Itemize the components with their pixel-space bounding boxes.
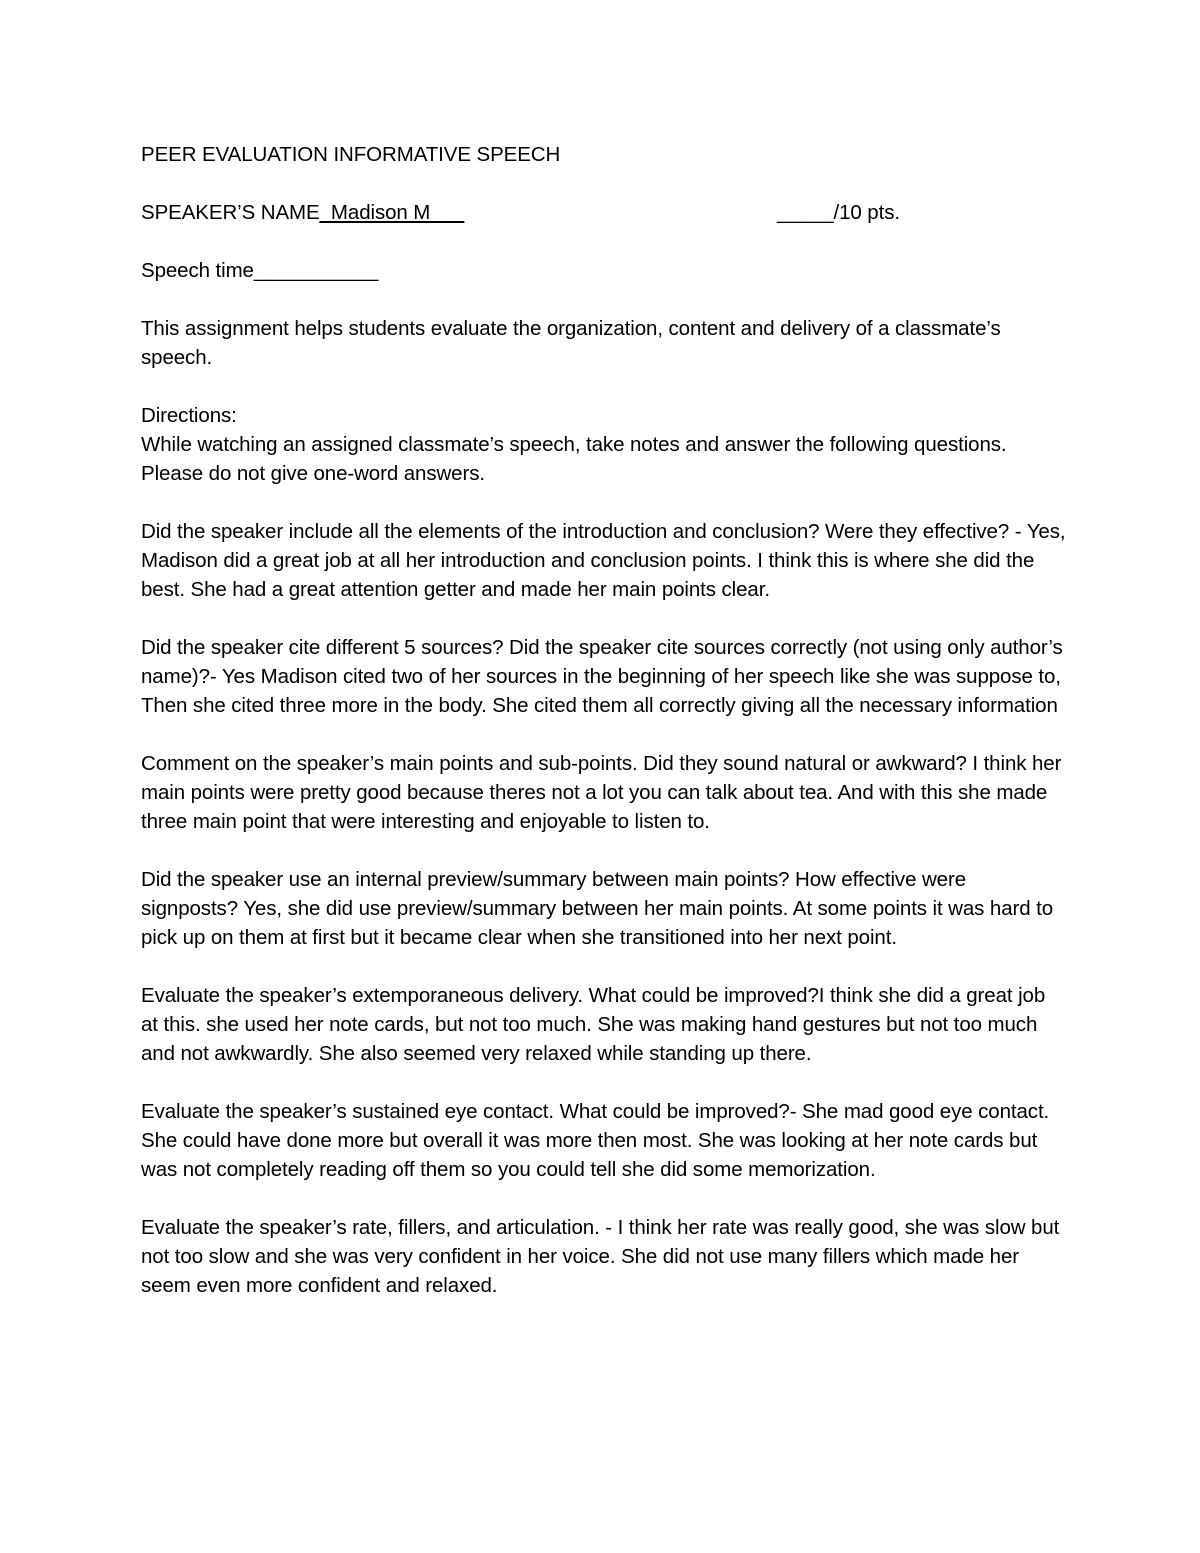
question-answer-2: Did the speaker cite different 5 sources? Did the speaker cite sources correctly (not using only author’s name)?- Yes Madison cited two of her sources in the beginning of her speech like she was suppose to, Then she cited three more in the body. She cited them all correctly giving all the necessary information bbox=[141, 636, 1063, 717]
speaker-name-label: SPEAKER’S NAME bbox=[141, 201, 320, 224]
directions-label: Directions: bbox=[141, 404, 237, 427]
speech-time-blank: ___________ bbox=[253, 259, 379, 282]
points-total: /10 pts. bbox=[833, 201, 900, 224]
question-answer-5: Evaluate the speaker’s extemporaneous delivery. What could be improved?I think she did a great job at this. she used her note cards, but not too much. She was making hand gestures but not too much and not awkwardly. She also seemed very relaxed while standing up there. bbox=[141, 984, 1046, 1065]
speaker-name-field bbox=[141, 198, 464, 227]
directions-section bbox=[141, 401, 1066, 488]
intro-paragraph: This assignment helps students evaluate the organization, content and delivery of a classmate’s speech. bbox=[141, 317, 1001, 369]
points-blank: _____ bbox=[777, 201, 834, 224]
question-answer-3: Comment on the speaker’s main points and sub-points. Did they sound natural or awkward? I think her main points were pretty good because theres not a lot you can talk about tea. And with this she made three main point that were interesting and enjoyable to listen to. bbox=[141, 752, 1062, 833]
speaker-name-underline-start: _ bbox=[319, 201, 331, 224]
document-title: PEER EVALUATION INFORMATIVE SPEECH bbox=[141, 143, 561, 166]
speaker-name-text: Madison M_ bbox=[330, 201, 442, 224]
question-answer-7: Evaluate the speaker’s rate, fillers, and articulation. - I think her rate was really good, she was slow but not too slow and she was very confident in her voice. She did not use many fillers which made her seem even more confident and relaxed. bbox=[141, 1216, 1060, 1297]
speech-time-field bbox=[141, 256, 1066, 285]
points-field bbox=[777, 198, 900, 227]
question-answer-4: Did the speaker use an internal preview/summary between main points? How effective were signposts? Yes, she did use preview/summary between her main points. At some points it was hard to pick up on them at first but it became clear when she transitioned into her next point. bbox=[141, 868, 1054, 949]
question-answer-6: Evaluate the speaker’s sustained eye contact. What could be improved?- She mad good eye contact. She could have done more but overall it was more then most. She was looking at her note cards but was not completely reading off them so you could tell she did some memorization. bbox=[141, 1100, 1050, 1181]
question-answer-1: Did the speaker include all the elements of the introduction and conclusion? Were they effective? - Yes, Madison did a great job at all her introduction and conclusion points. I think this is where she did the best. She had a great attention getter and made her main points clear. bbox=[141, 520, 1066, 601]
speaker-name-row bbox=[141, 198, 1066, 227]
speaker-name-value bbox=[320, 201, 465, 224]
document-content bbox=[141, 140, 1066, 1329]
speaker-name-underline-end: __ bbox=[441, 201, 465, 224]
speech-time-label: Speech time bbox=[141, 259, 254, 282]
directions-text: While watching an assigned classmate’s speech, take notes and answer the following questions. Please do not give one-word answers. bbox=[141, 433, 1007, 485]
